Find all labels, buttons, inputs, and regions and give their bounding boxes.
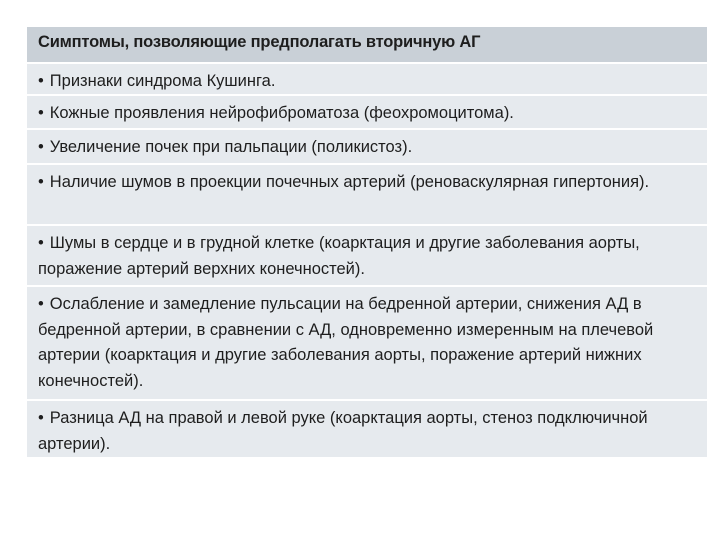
table-row — [27, 287, 707, 399]
row-text: Признаки синдрома Кушинга. — [49, 72, 276, 90]
bullet: • — [38, 409, 44, 427]
row-text: Кожные проявления нейрофиброматоза (феохромоцитома). — [49, 104, 514, 122]
symptoms-table — [27, 27, 707, 457]
table-row — [27, 64, 707, 94]
row-text: Увеличение почек при пальпации (поликистоз). — [49, 138, 413, 156]
bullet: • — [38, 104, 44, 122]
row-text: Разница АД на правой и левой руке (коарктация аорты, стеноз подключичной артерии). — [38, 409, 648, 453]
bullet: • — [38, 173, 44, 191]
bullet: • — [38, 234, 44, 252]
bullet: • — [38, 72, 44, 90]
table-row — [27, 165, 707, 224]
table-row — [27, 226, 707, 285]
bullet: • — [38, 138, 44, 156]
row-text: Шумы в сердце и в грудной клетке (коарктация и другие заболевания аорты, поражение артерий верхних конечностей). — [38, 234, 640, 278]
bullet: • — [38, 295, 44, 313]
row-text: Ослабление и замедление пульсации на бедренной артерии, снижения АД в бедренной артерии, в сравнении с АД, одновременно измеренным на плечевой артерии (коарктация и другие заболевания аорты, поражение артерий нижних конечностей). — [38, 295, 654, 390]
table-row — [27, 401, 707, 457]
table-title: Симптомы, позволяющие предполагать вторичную АГ — [38, 33, 481, 51]
table-row — [27, 96, 707, 128]
row-text: Наличие шумов в проекции почечных артерий (реноваскулярная гипертония). — [49, 173, 650, 191]
table-row — [27, 130, 707, 163]
table-header — [27, 27, 707, 62]
